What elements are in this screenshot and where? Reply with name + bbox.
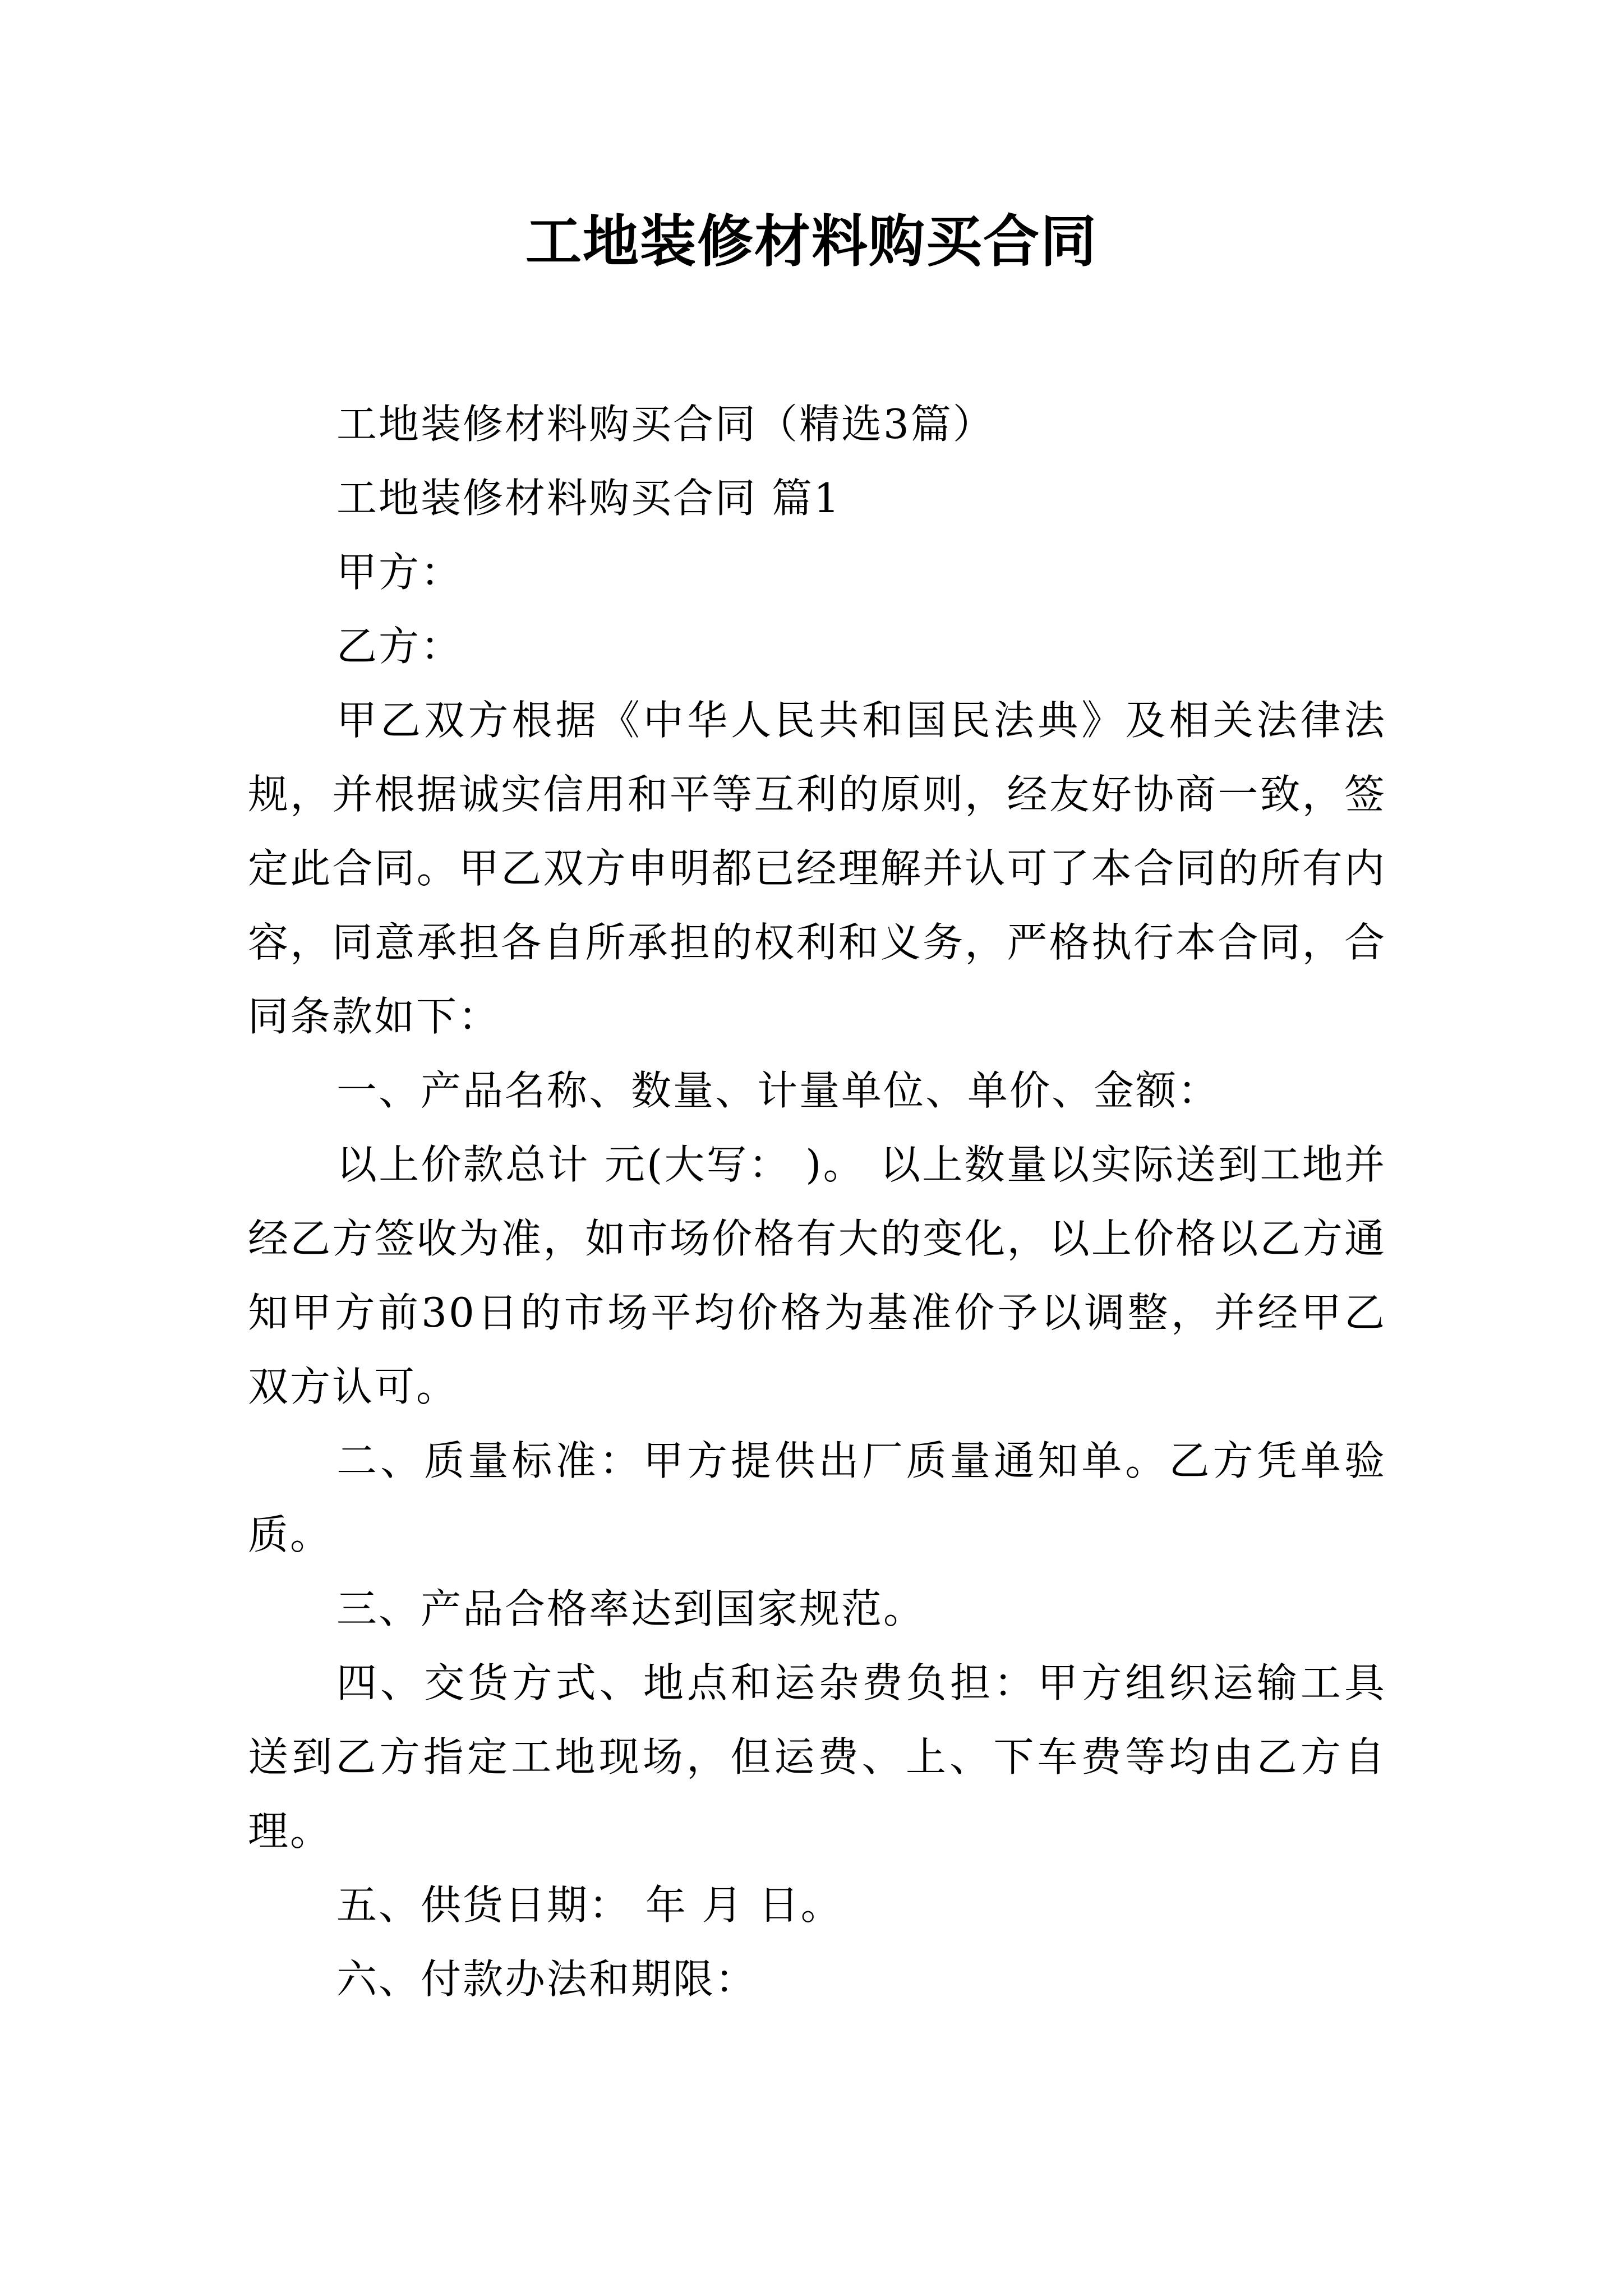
paragraph-price-total: 以上价款总计 元(大写： )。 以上数量以实际送到工地并经乙方签收为准，如市场价格有大的变化，以上价格以乙方通知甲方前30日的市场平均价格为基准价予以调整，并经甲乙双方认可。: [248, 1141, 1386, 1410]
paragraph-clause-1: 一、产品名称、数量、计量单位、单价、金额：: [336, 1067, 1220, 1114]
paragraph-subtitle: 工地装修材料购买合同（精选3篇）: [336, 401, 995, 448]
document-title: 工地装修材料购买合同: [525, 208, 1098, 274]
paragraph-preamble: 甲乙双方根据《中华人民共和国民法典》及相关法律法规，并根据诚实信用和平等互利的原则，经友好协商一致，签定此合同。甲乙双方申明都已经理解并认可了本合同的所有内容，同意承担各自所承担的权利和义务，严格执行本合同，合同条款如下：: [248, 697, 1386, 1040]
paragraph-section-heading: 工地装修材料购买合同 篇1: [336, 475, 841, 522]
paragraph-clause-5: 五、供货日期： 年 月 日。: [336, 1881, 843, 1929]
paragraph-clause-2: 二、质量标准：甲方提供出厂质量通知单。乙方凭单验质。: [248, 1437, 1386, 1558]
paragraph-party-b: 乙方：: [336, 623, 463, 670]
document-body: [248, 387, 1386, 2016]
paragraph-clause-3: 三、产品合格率达到国家规范。: [336, 1585, 926, 1632]
paragraph-clause-4: 四、交货方式、地点和运杂费负担：甲方组织运输工具送到乙方指定工地现场，但运费、上、下车费等均由乙方自理。: [248, 1659, 1386, 1855]
paragraph-party-a: 甲方：: [336, 549, 463, 596]
paragraph-clause-6: 六、付款办法和期限：: [336, 1955, 758, 2003]
